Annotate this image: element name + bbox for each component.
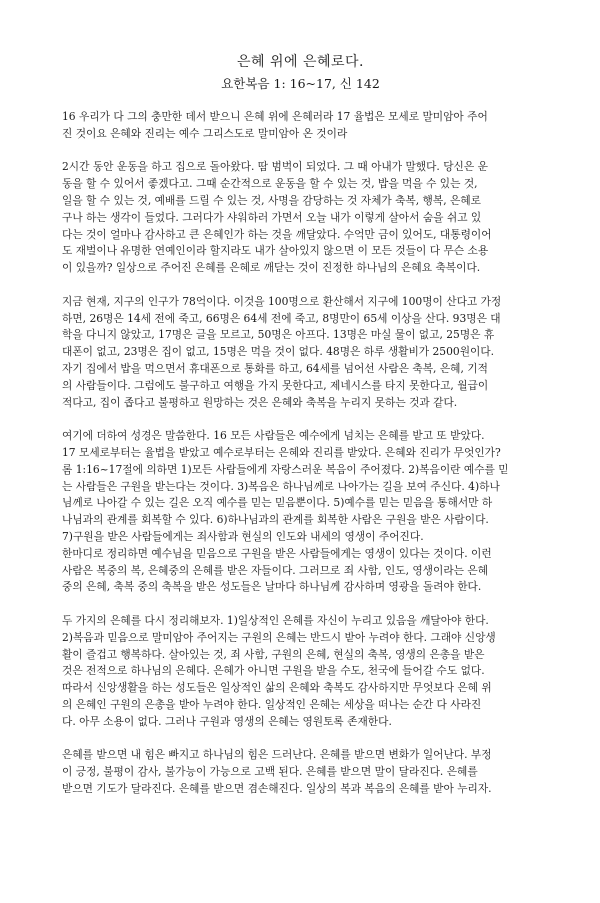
text-line: 나님과의 관계를 회복할 수 있다. 6)하나님과의 관계를 회복한 사람은 구원을 받은 사람이다. — [62, 513, 489, 527]
text-line: 롬 1:16~17절에 의하면 1)모든 사람들에게 자랑스러운 복음이 주어졌다. 2)복음이란 예수를 믿 — [62, 462, 509, 476]
text-line: 일을 할 수 있는 것, 예배를 드릴 수 있는 것, 사명을 감당하는 것 자체가 축복, 행복, 은혜로 — [62, 193, 481, 207]
text-line: 17 모세로부터는 율법을 받았고 예수로부터는 은혜와 진리를 받았다. 은혜와 진리가 무엇인가? — [62, 445, 501, 459]
text-line: 도 재벌이나 유명한 연예인이라 할지라도 내가 살아있지 않으면 이 모든 것들이 다 무슨 소용 — [62, 244, 489, 258]
body-paragraph — [62, 747, 539, 797]
text-line: 이 있을까? 일상으로 주어진 은혜를 은혜로 깨닫는 것이 진정한 하나님의 은혜요 축복이다. — [62, 261, 481, 275]
text-line: 2시간 동안 운동을 하고 집으로 돌아왔다. 땀 범벅이 되었다. 그 때 아내가 말했다. 당신은 운 — [62, 160, 488, 174]
text-line: 두 가지의 은혜를 다시 정리해보자. 1)일상적인 은혜를 자신이 누리고 있음을 깨달아야 한다. — [62, 613, 489, 627]
text-line: 구나 하는 생각이 들었다. 그러다가 샤워하러 가면서 오늘 내가 이렇게 살아서 숨을 쉬고 있 — [62, 210, 482, 224]
paragraph-gap — [62, 411, 539, 428]
scripture-quote-paragraph — [62, 109, 539, 143]
text-line: 자기 집에서 밥을 먹으면서 휴대폰으로 통화를 하고, 64세를 넘어선 사람은 축복, 은혜, 기적 — [62, 361, 488, 375]
text-line: 16 우리가 다 그의 충만한 데서 받으니 은혜 위에 은혜러라 17 율법은 모세로 말미암아 주어 — [62, 110, 488, 123]
text-line: 학을 다니지 않았고, 17명은 글을 모르고, 50명은 아프다. 13명은 마실 물이 없고, 25명은 휴 — [62, 328, 495, 342]
text-line: 따라서 신앙생활을 하는 성도들은 일상적인 삶의 은혜와 축복도 감사하지만 무엇보다 은혜 위 — [62, 681, 492, 695]
paragraph-gap — [62, 596, 539, 613]
body-paragraph — [62, 159, 539, 277]
text-line: 중의 은혜, 축복 중의 축복을 받은 성도들은 날마다 하나님께 감사하며 영광을 돌려야 한다. — [62, 580, 482, 594]
text-line: 대폰이 없고, 23명은 집이 없고, 15명은 먹을 것이 없다. 48명은 하루 생활비가 2500원이다. — [62, 345, 495, 359]
text-line: 다. 아무 소용이 없다. 그러나 구원과 영생의 은혜는 영원토록 존재한다. — [62, 714, 392, 728]
text-line: 것은 전적으로 하나님의 은혜다. 은혜가 아니면 구원을 받을 수도, 천국에 들어갈 수도 없다. — [62, 664, 485, 678]
body-paragraph — [62, 613, 539, 731]
page-title: 은혜 위에 은혜로다. — [236, 54, 365, 70]
text-line: 적다고, 집이 좁다고 불평하고 원망하는 것은 은혜와 축복을 누리지 못하는 것과 같다. — [62, 395, 458, 409]
text-line: 활이 즐겁고 행복하다. 살아있는 것, 죄 사함, 구원의 은혜, 현실의 축복, 영생의 은총을 받은 — [62, 647, 485, 661]
text-line: 은혜를 받으면 내 힘은 빠지고 하나님의 힘은 드러난다. 은혜를 받으면 변화가 일어난다. 부정 — [62, 748, 492, 762]
text-line: 받으면 기도가 달라진다. 은혜를 받으면 겸손해진다. 일상의 복과 복음의 은혜를 받아 누리자. — [62, 781, 492, 795]
document-page — [0, 54, 600, 903]
text-line: 동을 할 수 있어서 좋겠다고. 그때 순간적으로 운동을 할 수 있는 것, 밥을 먹을 수 있는 것, — [62, 177, 478, 191]
paragraph-gap — [62, 730, 539, 747]
text-line: 다는 것이 얼마나 감사하고 큰 은혜인가 하는 것을 깨달았다. 수억만 금이 있어도, 대통령이어 — [62, 227, 492, 241]
paragraph-gap — [62, 277, 539, 294]
text-line: 한마디로 정리하면 예수님을 믿음으로 구원을 받은 사람들에게는 영생이 있다는 것이다. 이런 — [62, 546, 492, 560]
text-line: 하면, 26명은 14세 전에 죽고, 66명은 64세 전에 죽고, 8명만이 65세 이상을 산다. 93명은 대 — [62, 311, 501, 325]
text-line: 진 것이요 은혜와 진리는 예수 그리스도로 말미암아 온 것이라 — [62, 126, 348, 140]
text-line: 의 사람들이다. 그럼에도 불구하고 여행을 가지 못한다고, 제네시스를 타지 못한다고, 월급이 — [62, 378, 489, 392]
text-line: 는 사람들은 구원을 받는다는 것이다. 3)복음은 하나님께로 나아가는 길을 보여 주신다. 4)하나 — [62, 479, 500, 493]
text-line: 사람은 복중의 복, 은혜중의 은혜를 받은 자들이다. 그러므로 죄 사함, 인도, 영생이라는 은혜 — [62, 563, 489, 577]
text-line: 여기에 더하여 성경은 말씀한다. 16 모든 사람들은 예수에게 넘치는 은혜를 받고 또 받았다. — [62, 429, 485, 443]
document-body — [62, 109, 539, 798]
body-paragraph — [62, 428, 539, 596]
text-line: 님께로 나아갈 수 있는 길은 오직 예수를 믿는 믿음뿐이다. 5)예수를 믿는 믿음을 통해서만 하 — [62, 496, 493, 510]
paragraph-gap — [62, 143, 539, 160]
body-paragraph — [62, 294, 539, 412]
text-line: 의 은혜인 구원의 은총을 받아 누려야 한다. 일상적인 은혜는 세상을 떠나는 순간 다 사라진 — [62, 697, 482, 711]
text-line: 이 긍정, 불평이 감사, 불가능이 가능으로 고백 된다. 은혜를 받으면 말이 달라진다. 은혜를 — [62, 765, 478, 779]
text-line: 지금 현재, 지구의 인구가 78억이다. 이것을 100명으로 환산해서 지구에 100명이 산다고 가정 — [62, 294, 502, 308]
scripture-reference: 요한복음 1: 16~17, 신 142 — [221, 76, 380, 91]
text-line: 2)복음과 믿음으로 말미암아 주어지는 구원의 은혜는 반드시 받아 누려야 한다. 그래야 신앙생 — [62, 630, 496, 644]
text-line: 7)구원을 받은 사람들에게는 죄사함과 현실의 인도와 내세의 영생이 주어진다. — [62, 529, 424, 543]
